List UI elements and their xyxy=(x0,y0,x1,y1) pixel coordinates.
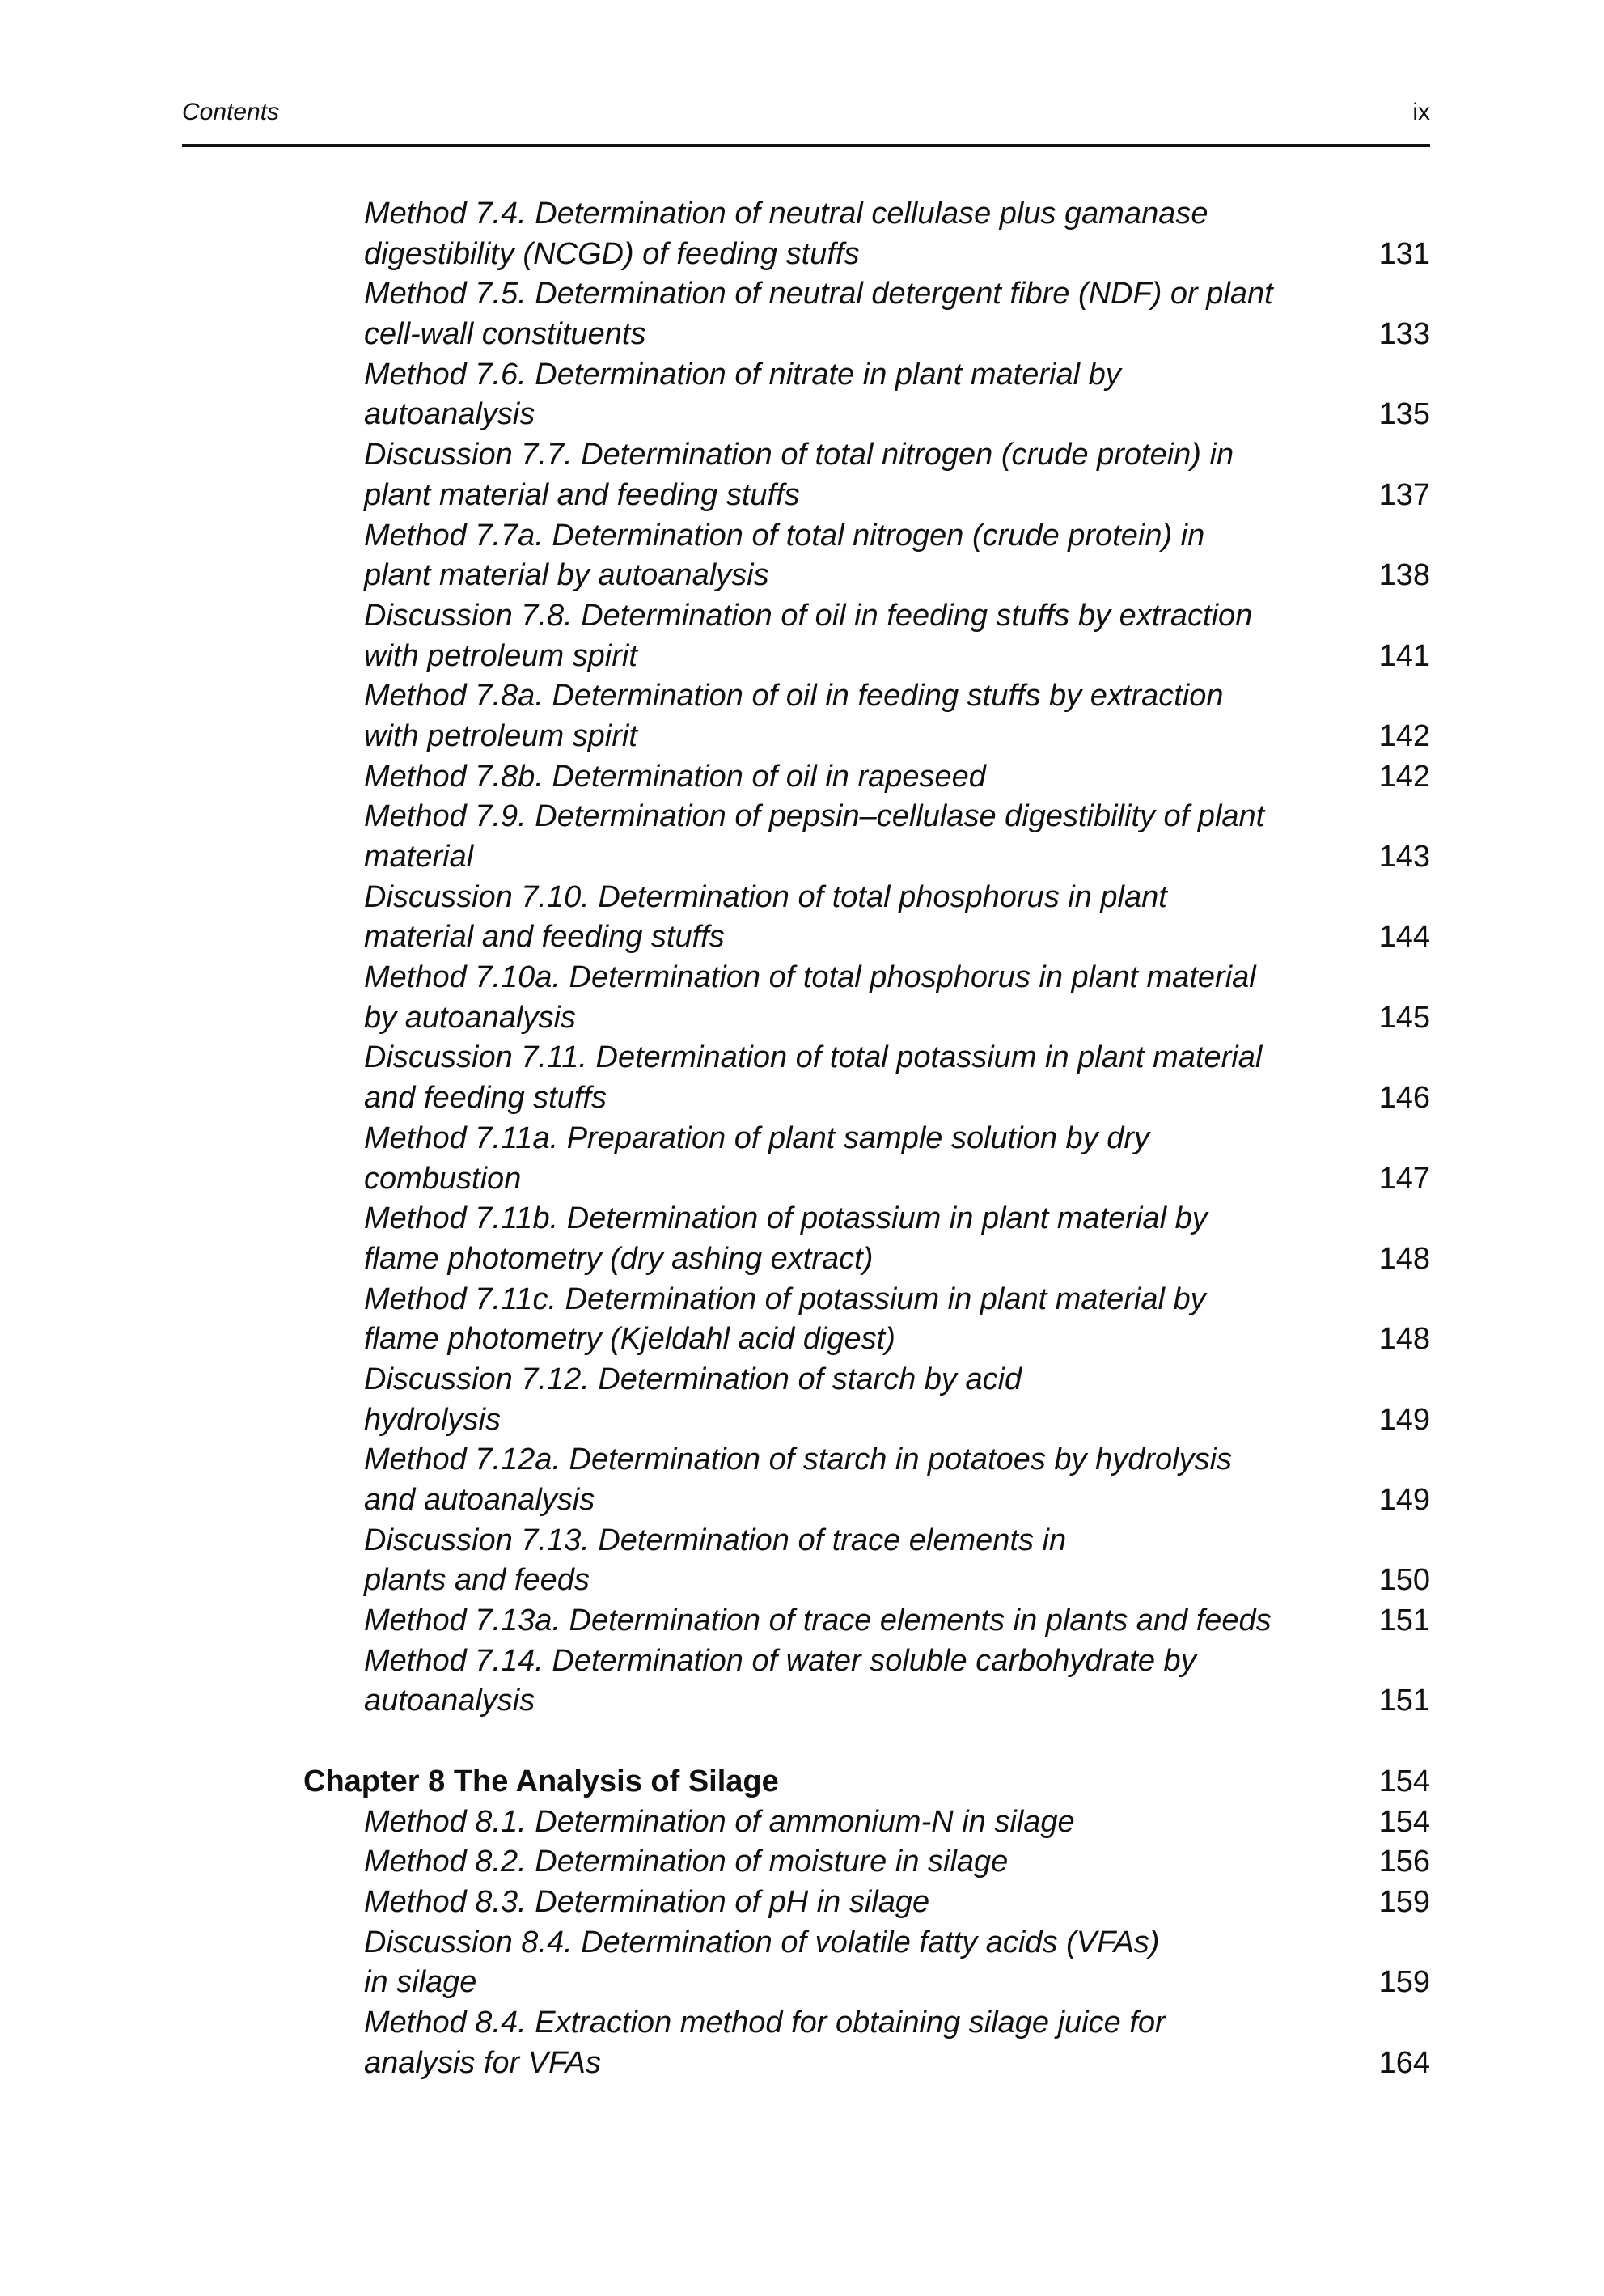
entry-page: 159 xyxy=(1378,1884,1430,1919)
entry-text: Method 7.10a. Determination of total phosphorus in plant material xyxy=(364,960,1256,995)
entry-text: with petroleum spirit xyxy=(364,718,637,753)
entry-text: and feeding stuffs xyxy=(364,1081,607,1116)
entry-text: digestibility (NCGD) of feeding stuffs xyxy=(364,236,860,271)
entry-page: 159 xyxy=(1378,1965,1430,2000)
toc-entry-line xyxy=(303,1561,1430,1601)
entry-text: plant material and feeding stuffs xyxy=(364,477,800,512)
toc-entry-line xyxy=(303,2044,1430,2084)
spacer xyxy=(303,1722,1430,1762)
entry-text: material xyxy=(364,840,474,874)
entry-text: Method 7.13a. Determination of trace elements in plants and feeds xyxy=(364,1603,1272,1638)
entry-page: 164 xyxy=(1378,2045,1430,2080)
entry-page: 148 xyxy=(1378,1241,1430,1276)
entry-text: Discussion 7.12. Determination of starch by acid xyxy=(364,1362,1022,1396)
toc-entry-line xyxy=(303,1802,1430,1843)
entry-page: 142 xyxy=(1378,759,1430,794)
toc-entry[interactable] xyxy=(303,1440,1430,1520)
toc-entry-line xyxy=(303,717,1430,757)
toc-entry[interactable] xyxy=(303,1601,1430,1642)
toc-entry-line xyxy=(303,596,1430,637)
toc-entry[interactable] xyxy=(303,435,1430,515)
toc-entry[interactable] xyxy=(303,958,1430,1038)
entry-page: 151 xyxy=(1378,1684,1430,1718)
toc-entry-line xyxy=(303,637,1430,677)
chapter-heading[interactable] xyxy=(303,1762,1430,1802)
entry-page: 154 xyxy=(1378,1804,1430,1839)
toc-entry-line xyxy=(303,1963,1430,2003)
entry-text: autoanalysis xyxy=(364,1684,535,1718)
entry-text: Discussion 8.4. Determination of volatile fatty acids (VFAs) xyxy=(364,1925,1160,1959)
entry-text: combustion xyxy=(364,1161,522,1196)
toc-entry-line xyxy=(303,1078,1430,1119)
entry-page: 145 xyxy=(1378,1000,1430,1035)
chapter-page: 154 xyxy=(1378,1764,1430,1798)
entry-page: 150 xyxy=(1378,1563,1430,1598)
entry-text: Method 7.6. Determination of nitrate in plant material by xyxy=(364,357,1121,392)
toc-entry[interactable] xyxy=(303,1883,1430,1923)
entry-page: 156 xyxy=(1378,1845,1430,1879)
entry-text: Discussion 7.7. Determination of total nitrogen (crude protein) in xyxy=(364,438,1234,472)
entry-text: analysis for VFAs xyxy=(364,2045,601,2080)
toc-entry[interactable] xyxy=(303,1802,1430,1843)
toc-entry-line xyxy=(303,274,1430,315)
toc-entry-line xyxy=(303,1199,1430,1239)
entry-text: hydrolysis xyxy=(364,1402,501,1437)
toc-entry[interactable] xyxy=(303,1521,1430,1601)
entry-page: 146 xyxy=(1378,1081,1430,1116)
toc-entry[interactable] xyxy=(303,596,1430,676)
toc-entry-line xyxy=(303,1119,1430,1159)
toc-entry-line xyxy=(303,797,1430,837)
entry-page: 131 xyxy=(1378,236,1430,271)
entry-text: Method 7.11b. Determination of potassium in plant material by xyxy=(364,1201,1208,1236)
toc-entry-line xyxy=(303,1440,1430,1481)
toc-entry-line xyxy=(303,1038,1430,1078)
toc-entry-line xyxy=(303,476,1430,516)
toc-entry-line xyxy=(303,435,1430,476)
toc-entry[interactable] xyxy=(303,1923,1430,2003)
toc-entry-line xyxy=(303,837,1430,878)
entry-text: Discussion 7.13. Determination of trace elements in xyxy=(364,1523,1067,1557)
entry-page: 149 xyxy=(1378,1402,1430,1437)
entry-page: 133 xyxy=(1378,317,1430,352)
entry-page: 148 xyxy=(1378,1322,1430,1357)
entry-page: 144 xyxy=(1378,920,1430,955)
toc-entry[interactable] xyxy=(303,1280,1430,1360)
entry-text: Method 7.7a. Determination of total nitrogen (crude protein) in xyxy=(364,518,1205,553)
entry-text: plant material by autoanalysis xyxy=(364,558,769,593)
entry-page: 137 xyxy=(1378,477,1430,512)
entry-text: autoanalysis xyxy=(364,397,535,432)
entry-text: Method 7.9. Determination of pepsin–cellulase digestibility of plant xyxy=(364,799,1265,834)
toc-entry-line xyxy=(303,1159,1430,1200)
entry-text: Method 8.2. Determination of moisture in silage xyxy=(364,1845,1009,1879)
toc-entry-line xyxy=(303,1521,1430,1561)
entry-page: 141 xyxy=(1378,638,1430,673)
toc-entry-line xyxy=(303,556,1430,596)
entry-page: 149 xyxy=(1378,1483,1430,1517)
toc-entry[interactable] xyxy=(303,2003,1430,2083)
toc-entry-line xyxy=(303,315,1430,355)
toc-entry-line xyxy=(303,676,1430,717)
toc-entry-line xyxy=(303,355,1430,396)
toc-entry[interactable] xyxy=(303,1199,1430,1279)
entry-text: Discussion 7.10. Determination of total phosphorus in plant xyxy=(364,879,1167,914)
chapter-title: Chapter 8 The Analysis of Silage xyxy=(303,1764,779,1798)
entry-text: Method 7.11c. Determination of potassium in plant material by xyxy=(364,1281,1206,1316)
entry-text: Method 7.8b. Determination of oil in rapeseed xyxy=(364,759,986,794)
toc-entry[interactable] xyxy=(303,1360,1430,1440)
chapter-7-entries xyxy=(303,194,1430,1722)
entry-page: 147 xyxy=(1378,1161,1430,1196)
toc-entry[interactable] xyxy=(303,516,1430,596)
entry-text: with petroleum spirit xyxy=(364,638,637,673)
table-of-contents xyxy=(303,194,1430,2083)
entry-page: 142 xyxy=(1378,718,1430,753)
toc-entry-line xyxy=(303,2003,1430,2044)
toc-entry-line xyxy=(303,1883,1430,1923)
header-rule xyxy=(182,144,1430,147)
toc-entry-line xyxy=(303,1923,1430,1963)
running-head xyxy=(182,99,1430,134)
entry-text: Method 7.11a. Preparation of plant sample solution by dry xyxy=(364,1120,1149,1155)
entry-text: Method 8.1. Determination of ammonium-N in silage xyxy=(364,1804,1075,1839)
entry-text: material and feeding stuffs xyxy=(364,920,725,955)
toc-entry[interactable] xyxy=(303,355,1430,435)
toc-entry-line xyxy=(303,395,1430,435)
toc-entry-line xyxy=(303,1239,1430,1280)
toc-entry-line xyxy=(303,1601,1430,1642)
toc-entry-line xyxy=(303,917,1430,958)
entry-page: 135 xyxy=(1378,397,1430,432)
toc-entry-line xyxy=(303,516,1430,557)
running-head-title: Contents xyxy=(182,99,280,125)
toc-entry-line xyxy=(303,1400,1430,1441)
toc-entry-line xyxy=(303,1842,1430,1883)
toc-entry[interactable] xyxy=(303,1842,1430,1883)
page-number: ix xyxy=(1412,99,1430,125)
chapter-8-entries xyxy=(303,1802,1430,2084)
entry-text: in silage xyxy=(364,1965,477,2000)
toc-entry-line xyxy=(303,1642,1430,1682)
toc-entry[interactable] xyxy=(303,757,1430,798)
toc-entry[interactable] xyxy=(303,797,1430,877)
toc-entry-line xyxy=(303,757,1430,798)
toc-entry[interactable] xyxy=(303,1119,1430,1199)
toc-entry[interactable] xyxy=(303,878,1430,958)
entry-text: Method 8.3. Determination of pH in silage xyxy=(364,1884,930,1919)
entry-text: Method 8.4. Extraction method for obtaining silage juice for xyxy=(364,2005,1166,2040)
toc-entry[interactable] xyxy=(303,274,1430,354)
entry-text: flame photometry (Kjeldahl acid digest) xyxy=(364,1322,895,1357)
toc-entry[interactable] xyxy=(303,1038,1430,1118)
toc-entry-line xyxy=(303,1320,1430,1360)
entry-text: Method 7.5. Determination of neutral detergent fibre (NDF) or plant xyxy=(364,277,1273,311)
toc-entry-line xyxy=(303,194,1430,235)
entry-text: Method 7.12a. Determination of starch in potatoes by hydrolysis xyxy=(364,1442,1233,1477)
entry-text: by autoanalysis xyxy=(364,1000,576,1035)
toc-entry[interactable] xyxy=(303,676,1430,756)
entry-text: and autoanalysis xyxy=(364,1483,595,1517)
toc-entry-line xyxy=(303,1481,1430,1521)
toc-entry[interactable] xyxy=(303,194,1430,274)
entry-text: Method 7.8a. Determination of oil in feeding stuffs by extraction xyxy=(364,679,1224,714)
toc-entry-line xyxy=(303,1360,1430,1400)
entry-page: 138 xyxy=(1378,558,1430,593)
toc-entry-line xyxy=(303,878,1430,918)
entry-text: Discussion 7.8. Determination of oil in feeding stuffs by extraction xyxy=(364,598,1253,633)
entry-text: cell-wall constituents xyxy=(364,317,646,352)
entry-text: plants and feeds xyxy=(364,1563,590,1598)
entry-text: flame photometry (dry ashing extract) xyxy=(364,1241,874,1276)
toc-entry-line xyxy=(303,1280,1430,1320)
toc-entry-line xyxy=(303,998,1430,1039)
toc-entry-line xyxy=(303,958,1430,998)
toc-entry[interactable] xyxy=(303,1642,1430,1722)
toc-entry-line xyxy=(303,1681,1430,1722)
entry-page: 143 xyxy=(1378,840,1430,874)
entry-text: Discussion 7.11. Determination of total potassium in plant material xyxy=(364,1040,1263,1075)
entry-text: Method 7.14. Determination of water soluble carbohydrate by xyxy=(364,1643,1196,1678)
entry-page: 151 xyxy=(1378,1603,1430,1638)
entry-text: Method 7.4. Determination of neutral cellulase plus gamanase xyxy=(364,197,1208,231)
toc-entry-line xyxy=(303,235,1430,275)
